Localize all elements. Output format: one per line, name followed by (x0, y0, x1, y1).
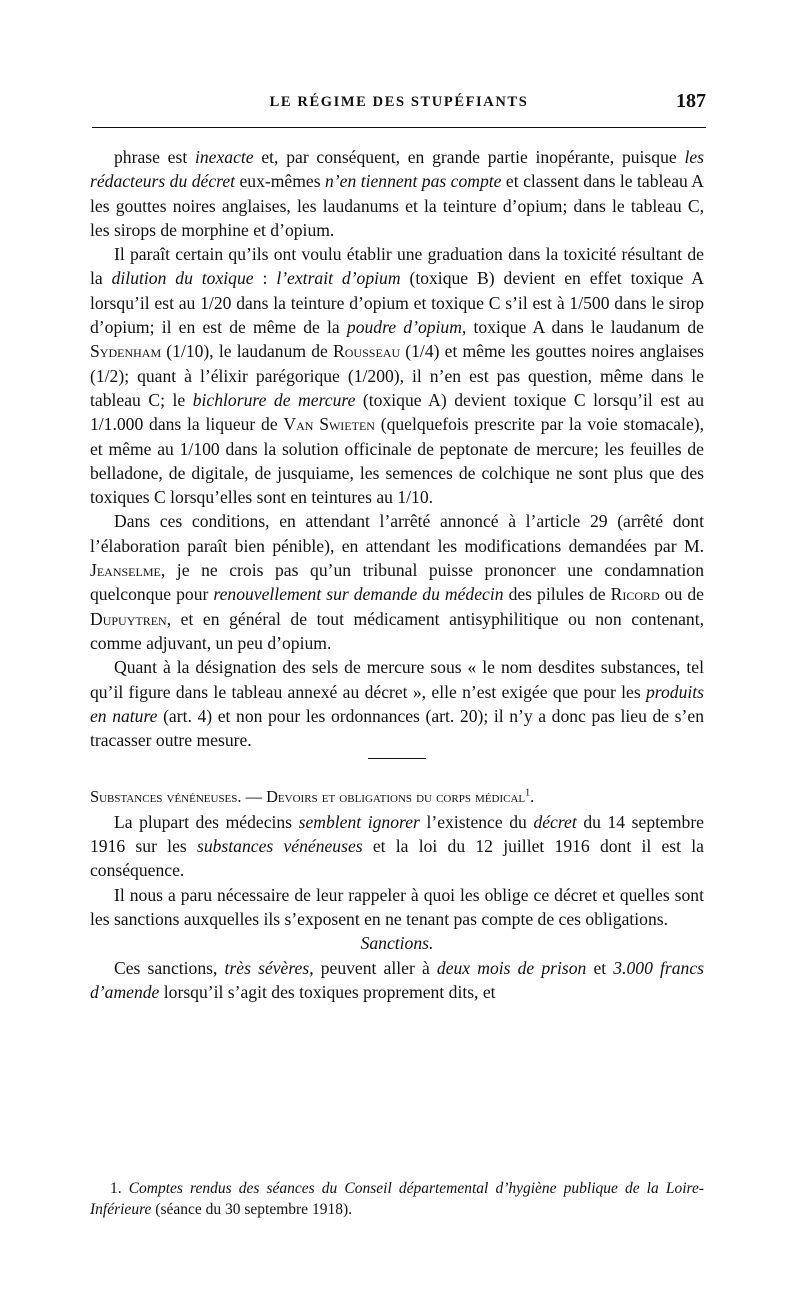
page-number: 187 (676, 90, 706, 112)
italic-run: inexacte (194, 147, 254, 167)
text-run: (quelquefois prescrite par la voie stomacale), et même au 1/100 dans la solution officinale de peptonate de mercure; les feuilles de belladone, de digitale, de jusquiame, les semences de colchique ne sont plus que des toxiques C lorsqu’elles sont en teintures au 1/10. (90, 414, 705, 508)
text-run: Il nous a paru nécessaire de leur rappeler à quoi les oblige ce décret et quelles sont les sanctions auxquelles ils s’exposent en ne tenant pas compte de ces obligations. (90, 884, 704, 929)
text-run: Il paraît certain qu’ils ont voulu établir une graduation dans la toxicité résultant de la (90, 244, 704, 289)
sanctions-subheading: Sanctions. (360, 933, 434, 954)
small-caps-run: Rousseau (333, 341, 401, 362)
footnote-marker: 1 (525, 787, 531, 799)
text-run: (1/10), le laudanum de (161, 341, 334, 362)
section-heading (90, 785, 704, 809)
paragraph (90, 810, 704, 883)
small-caps-run: Ricord (610, 584, 660, 605)
text-run: toxique A dans le laudanum de (466, 317, 704, 338)
text-run: des pilules de (503, 584, 611, 605)
text-run: , et en général de tout médicament antisyphilitique ou non contenant, comme adjuvant, un peu d’opium. (90, 608, 704, 653)
italic-run: dilution du toxique (111, 268, 254, 289)
text-run: peuvent aller à (313, 957, 437, 978)
text-run: et la loi du 12 juillet 1916 dont il est la conséquence. (90, 836, 704, 881)
page-header (92, 92, 706, 120)
small-caps-run: Devoirs et obligations du corps médical (266, 787, 526, 807)
italic-run: bichlorure de mercure (192, 389, 356, 410)
section-separator (368, 758, 426, 759)
paragraph (90, 883, 704, 932)
text-run: du 14 septembre 1916 sur les (90, 811, 704, 857)
text-run: et, par conséquent, en grande partie inopérante, puisque (253, 147, 685, 167)
text-run: , je ne crois pas qu’un tribunal puisse prononcer une condamnation quelconque pour (90, 560, 704, 605)
footnote (90, 1178, 704, 1220)
italic-run: poudre d’opium, (346, 317, 467, 338)
text-run: 1. (110, 1180, 129, 1197)
text-run: et classent dans le tableau A les gouttes noires anglaises, les laudanums et la teinture d’opium; dans le tableau C, les sirops de morphine et d’opium. (90, 171, 704, 240)
text-run: phrase est (114, 147, 195, 167)
small-caps-run: Van Swieten (283, 414, 375, 435)
italic-run: renouvellement sur demande du médecin (213, 584, 504, 605)
small-caps-run: Dupuytren (90, 608, 167, 629)
paragraph (90, 509, 704, 655)
text-run: (1/4) et même les gouttes noires anglaises (1/2); quant à l’élixir parégorique (1/200), il n’en est pas question, même dans le tableau C; le (90, 341, 704, 410)
text-run: l’existence du (419, 811, 534, 832)
italic-run: 3.000 francs d’amende (90, 957, 704, 1002)
header-rule (92, 127, 706, 128)
small-caps-run: Sydenham (90, 341, 162, 362)
small-caps-run: Substances vénéneuses. (90, 787, 242, 807)
footnote-text (90, 1178, 704, 1220)
paragraph (90, 145, 704, 242)
italic-run: l’extrait d’opium (276, 268, 401, 289)
italic-run: n’en tiennent pas compte (325, 171, 502, 192)
paragraph (90, 655, 704, 752)
text-run: eux-mêmes (235, 171, 325, 192)
text-run: Ces sanctions, (114, 957, 225, 978)
paragraph (90, 242, 704, 509)
italic-run: les rédacteurs du décret (90, 147, 704, 192)
small-caps-run: Jeanselme (90, 560, 161, 581)
italic-run: très sévères, (224, 957, 314, 978)
text-run: . (530, 787, 535, 807)
text-run: La plupart des médecins (114, 811, 299, 832)
text-run: (toxique A) devient toxique C lorsqu’il est au 1/1.000 dans la liqueur de (90, 389, 705, 435)
italic-run: substances vénéneuses (196, 836, 363, 857)
italic-run: décret (533, 811, 577, 832)
text-run: (séance du 30 septembre 1918). (151, 1201, 352, 1218)
text-run: — (241, 787, 267, 807)
text-run: (toxique B) devient en effet toxique A lorsqu’il est au 1/20 dans la teinture d’opium et toxique C s’il est à 1/500 dans le sirop d’opium; il en est de même de la (90, 268, 704, 338)
text-run: (art. 4) et non pour les ordonnances (art. 20); il n’y a donc pas lieu de s’en tracasser outre mesure. (90, 705, 704, 751)
text-run: ou de (659, 584, 704, 605)
italic-run: Comptes rendus des séances du Conseil départemental d’hygiène publique de la Loire-Inférieure (90, 1180, 705, 1218)
italic-run: produits en nature (90, 681, 704, 726)
text-run: et (586, 957, 614, 978)
text-run: lorsqu’il s’agit des toxiques proprement dits, et (159, 981, 496, 1002)
running-title: LE RÉGIME DES STUPÉFIANTS (269, 94, 529, 110)
text-run: Quant à la désignation des sels de mercure sous « le nom desdites substances, tel qu’il figure dans le tableau annexé au décret », elle n’est exigée que pour les (90, 657, 704, 702)
paragraph (90, 956, 704, 1005)
text-run: Dans ces conditions, en attendant l’arrêté annoncé à l’article 29 (arrêté dont l’élaboration paraît bien pénible), en attendant les modifications demandées par M. (90, 511, 704, 556)
italic-run: deux mois de prison (436, 957, 587, 978)
text-run: : (253, 268, 277, 289)
italic-run: semblent ignorer (298, 811, 420, 832)
body-text (90, 145, 704, 1004)
